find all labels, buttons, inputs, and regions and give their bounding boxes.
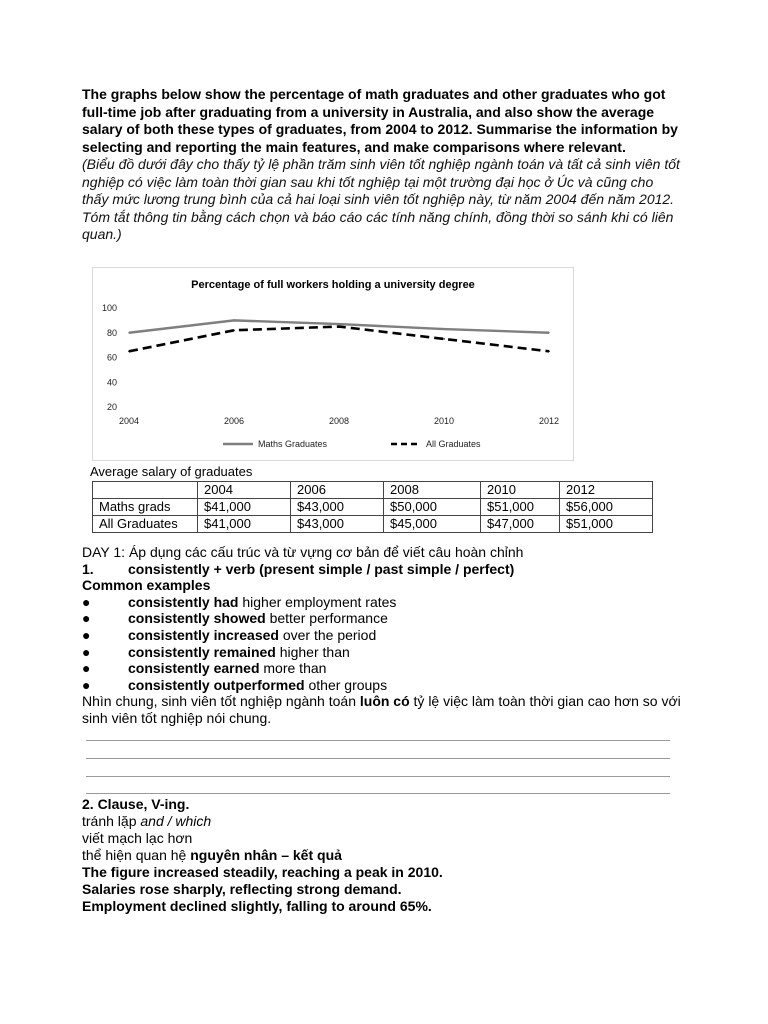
line3-bold: nguyên nhân – kết quả bbox=[190, 847, 342, 863]
legend-label: Maths Graduates bbox=[258, 439, 328, 449]
example-bold: consistently earned bbox=[128, 660, 260, 677]
table-cell: $50,000 bbox=[384, 499, 481, 516]
data-point bbox=[338, 323, 340, 325]
line3-plain: thể hiện quan hệ bbox=[82, 847, 191, 863]
y-tick-label: 20 bbox=[106, 402, 117, 412]
data-point bbox=[233, 329, 235, 331]
example-rest: higher employment rates bbox=[238, 593, 397, 610]
example-rest: other groups bbox=[304, 676, 388, 693]
exercise-bold: luôn có bbox=[359, 693, 410, 710]
y-tick-label: 40 bbox=[106, 377, 117, 388]
table-cell: $51,000 bbox=[481, 499, 560, 516]
list-item bbox=[82, 677, 682, 694]
bullet: ● bbox=[82, 626, 91, 643]
item-title: consistently + verb (present simple / past simple / perfect) bbox=[128, 560, 515, 577]
table-cell: Maths grads bbox=[93, 499, 198, 516]
table-cell: 2008 bbox=[384, 482, 481, 499]
examples-title: Common examples bbox=[82, 577, 211, 594]
exercise-sentence bbox=[82, 693, 682, 726]
section2-example: Employment declined slightly, falling to around 65%. bbox=[82, 898, 432, 914]
example-bold: consistently outperformed bbox=[128, 676, 305, 693]
example-rest: better performance bbox=[265, 610, 388, 627]
table-cell: $45,000 bbox=[384, 516, 481, 533]
bullet: ● bbox=[82, 676, 91, 693]
data-point bbox=[128, 351, 130, 353]
line1-plain: tránh lặp bbox=[82, 813, 141, 829]
x-tick-label: 2004 bbox=[118, 416, 140, 426]
answer-line bbox=[86, 759, 670, 777]
x-tick-label: 2010 bbox=[433, 416, 455, 426]
data-point bbox=[233, 320, 235, 322]
example-rest: more than bbox=[259, 660, 327, 677]
table-cell: $47,000 bbox=[481, 516, 560, 533]
list-item bbox=[82, 594, 682, 611]
prompt-english: The graphs below show the percentage of math graduates and other graduates who got full-time job after graduating from a university in Australia, and also show the average salary of both these types of graduates, from 2004 to 2012. Summarise the information by selecting and reporting the main features, and make comparisons where relevant. bbox=[82, 86, 678, 155]
bullet: ● bbox=[82, 610, 91, 627]
table-row bbox=[93, 499, 653, 516]
example-bold: consistently showed bbox=[128, 610, 266, 627]
item-number: 1. bbox=[82, 560, 94, 577]
exercise-before: Nhìn chung, sinh viên tốt nghiệp ngành toán bbox=[82, 693, 360, 710]
table-cell: $43,000 bbox=[291, 499, 384, 516]
chart-plot bbox=[93, 268, 573, 460]
prompt-vietnamese: (Biểu đồ dưới đây cho thấy tỷ lệ phần trăm sinh viên tốt nghiệp ngành toán và tất cả sinh viên tốt nghiệp có việc làm toàn thời gian sau khi tốt nghiệp tại một trường đại học ở Úc và cũng cho thấy mức lương trung bình của cả hai loại sinh viên tốt nghiệp này, từ năm 2004 đến năm 2012. Tóm tắt thông tin bằng cách chọn và báo cáo các tính năng chính, đồng thời so sánh khi có liên quan.) bbox=[82, 156, 680, 242]
salary-table bbox=[92, 481, 653, 533]
section2-example: The figure increased steadily, reaching a peak in 2010. bbox=[82, 864, 443, 880]
list-item bbox=[82, 644, 682, 661]
legend-label: All Graduates bbox=[426, 439, 481, 449]
table-cell: $56,000 bbox=[560, 499, 653, 516]
section2-line3 bbox=[82, 847, 682, 864]
section2-example: Salaries rose sharply, reflecting strong demand. bbox=[82, 881, 402, 897]
y-tick-label: 100 bbox=[101, 303, 117, 313]
exercise-after: tỷ lệ việc làm toàn thời gian cao hơn so với sinh viên tốt nghiệp nói chung. bbox=[82, 693, 681, 726]
example-bold: consistently increased bbox=[128, 626, 279, 643]
table-cell: $51,000 bbox=[560, 516, 653, 533]
table-row bbox=[93, 516, 653, 533]
table-cell: 2006 bbox=[291, 482, 384, 499]
table-cell: $41,000 bbox=[198, 516, 291, 533]
answer-lines bbox=[86, 740, 670, 794]
section-2 bbox=[82, 796, 682, 915]
section2-heading: 2. Clause, V-ing. bbox=[82, 796, 190, 812]
list-item bbox=[82, 660, 682, 677]
x-tick-label: 2012 bbox=[538, 416, 560, 426]
bullet: ● bbox=[82, 593, 91, 610]
example-bold: consistently remained bbox=[128, 643, 276, 660]
salary-table-title: Average salary of graduates bbox=[90, 464, 253, 479]
table-cell: 2012 bbox=[560, 482, 653, 499]
table-cell: $43,000 bbox=[291, 516, 384, 533]
y-tick-label: 60 bbox=[106, 352, 117, 363]
chart-title: Percentage of full workers holding a university degree bbox=[191, 279, 475, 291]
item-1 bbox=[82, 561, 682, 578]
example-bold: consistently had bbox=[128, 593, 239, 610]
table-cell: 2004 bbox=[198, 482, 291, 499]
data-point bbox=[548, 332, 550, 334]
list-item bbox=[82, 610, 682, 627]
table-header-row bbox=[93, 482, 653, 499]
bullet: ● bbox=[82, 643, 91, 660]
data-point bbox=[338, 326, 340, 328]
section2-line2: viết mạch lạc hơn bbox=[82, 830, 193, 846]
table-cell: All Graduates bbox=[93, 516, 198, 533]
answer-line bbox=[86, 741, 670, 759]
line1-italic: and / which bbox=[140, 813, 212, 829]
line-chart bbox=[92, 267, 574, 461]
section2-line1 bbox=[82, 813, 682, 830]
data-point bbox=[443, 338, 445, 340]
x-tick-label: 2006 bbox=[223, 416, 245, 426]
table-cell bbox=[93, 482, 198, 499]
x-tick-label: 2008 bbox=[328, 416, 350, 426]
bullet: ● bbox=[82, 660, 91, 677]
data-point bbox=[128, 332, 130, 334]
example-rest: higher than bbox=[275, 643, 350, 660]
day1-section bbox=[82, 544, 682, 727]
example-rest: over the period bbox=[278, 626, 377, 643]
table-cell: 2010 bbox=[481, 482, 560, 499]
answer-line bbox=[86, 777, 670, 795]
y-tick-label: 80 bbox=[106, 327, 117, 338]
day1-heading: DAY 1: Áp dụng các cấu trúc và từ vựng cơ bản để viết câu hoàn chỉnh bbox=[82, 544, 524, 560]
task-prompt bbox=[82, 86, 682, 244]
list-item bbox=[82, 627, 682, 644]
data-point bbox=[548, 351, 550, 353]
data-point bbox=[443, 328, 445, 330]
table-cell: $41,000 bbox=[198, 499, 291, 516]
